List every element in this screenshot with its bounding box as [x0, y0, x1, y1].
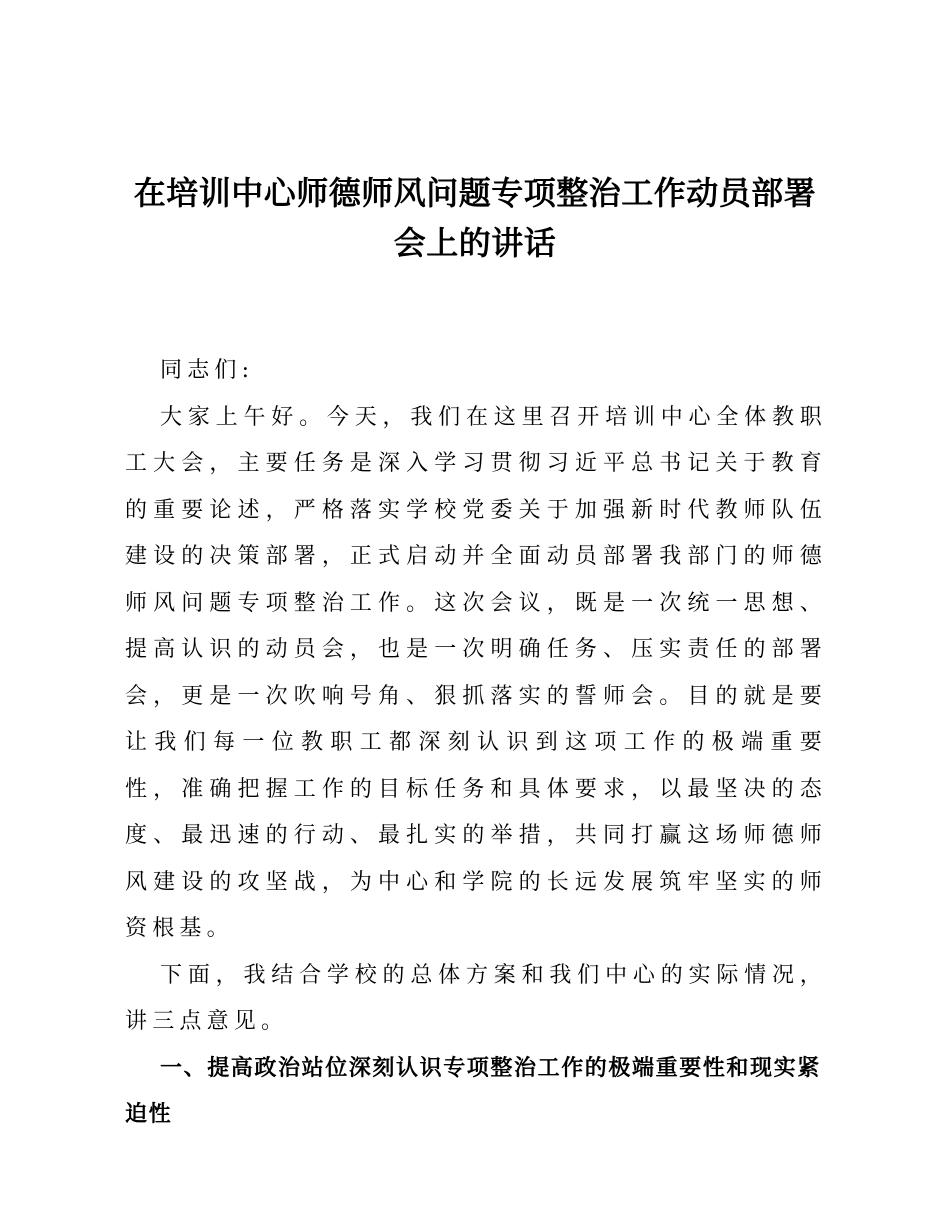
- salutation: 同志们:: [160, 358, 255, 383]
- section-heading-1: 一、提高政治站位深刻认识专项整治工作的极端重要性和现实紧迫性: [125, 1055, 821, 1127]
- document-body: [125, 348, 827, 1139]
- body-paragraph-outline: 下面，我结合学校的总体方案和我们中心的实际情况，讲三点意见。: [125, 962, 827, 1034]
- body-paragraph-opening: 大家上午好。今天，我们在这里召开培训中心全体教职工大会，主要任务是深入学习贯彻习近平总书记关于教育的重要论述，严格落实学校党委关于加强新时代教师队伍建设的决策部署，正式启动并全面动员部署我部门的师德师风问题专项整治工作。这次会议，既是一次统一思想、提高认识的动员会，也是一次明确任务、压实责任的部署会，更是一次吹响号角、狠抓落实的誓师会。目的就是要让我们每一位教职工都深刻认识到这项工作的极端重要性，准确把握工作的目标任务和具体要求，以最坚决的态度、最迅速的行动、最扎实的举措，共同打赢这场师德师风建设的攻坚战，为中心和学院的长远发展筑牢坚实的师资根基。: [125, 404, 827, 941]
- document-title: 在培训中心师德师风问题专项整治工作动员部署会上的讲话: [133, 174, 817, 262]
